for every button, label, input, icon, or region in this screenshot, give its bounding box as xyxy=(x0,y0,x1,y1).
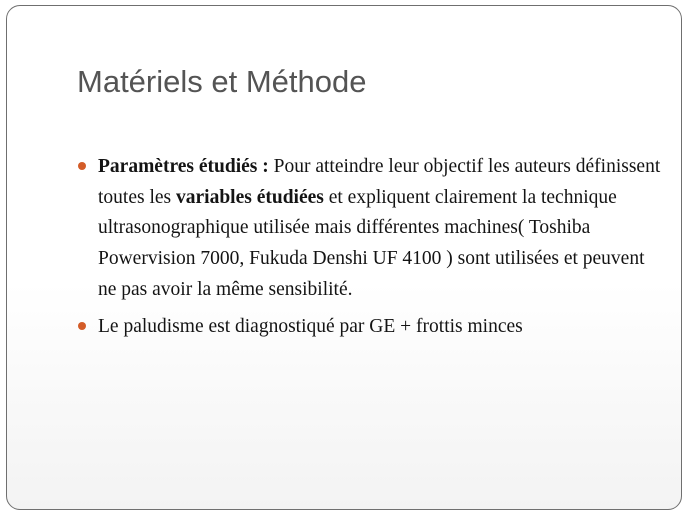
bullet-lead: Paramètres étudiés : xyxy=(98,156,269,177)
bullet-emphasis: variables étudiées xyxy=(176,186,324,208)
bullet-item-parametres xyxy=(77,152,667,306)
slide-frame xyxy=(6,5,682,510)
bullet-dot-icon xyxy=(78,162,86,170)
bullet-dot-icon xyxy=(78,322,86,330)
bullet-item-paludisme xyxy=(77,312,667,343)
bullet-text: Le paludisme est diagnostiqué par GE + frottis minces xyxy=(98,315,523,337)
slide-title: Matériels et Méthode xyxy=(77,64,367,99)
bullet-text-before: Pour atteindre leur objectif les auteurs définissent toutes les xyxy=(98,156,661,208)
bullet-text-after: et expliquent clairement la technique ultrasonographique utilisée mais différentes machines( Toshiba Powervision 7000, Fukuda Denshi UF 4100 ) sont utilisées et peuvent ne pas avoir la même sensibilité. xyxy=(98,186,645,300)
bullet-list xyxy=(77,152,667,348)
